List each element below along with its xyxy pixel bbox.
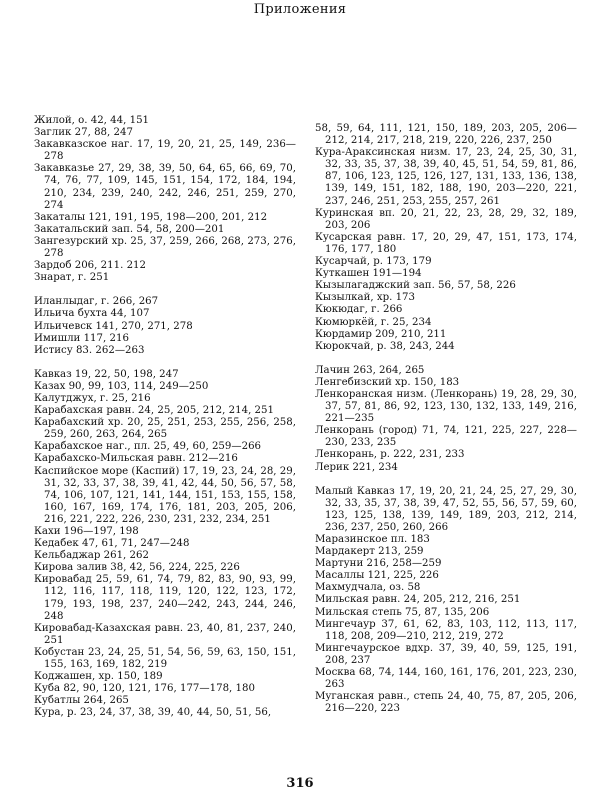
index-entry: Закавказье 27, 29, 38, 39, 50, 64, 65, 66, 69, 70, 74, 76, 77, 109, 145, 151, 154, 172, 184, 194, 210, 234, 239, 240, 242, 246, 251, 259, 270, 274 [34, 163, 296, 211]
index-entry: Ленкорань (город) 71, 74, 121, 225, 227, 228—230, 233, 235 [315, 425, 577, 449]
index-entry: Ленкоранская низм. (Ленкорань) 19, 28, 29, 30, 37, 57, 81, 86, 92, 123, 130, 132, 133, 149, 216, 221—235 [315, 388, 577, 425]
index-entry: Мингечаурское вдхр. 37, 39, 40, 59, 125, 191, 208, 237 [315, 642, 577, 666]
index-entry: Заглик 27, 88, 247 [34, 127, 133, 139]
index-entry: Муганская равн., степь 24, 40, 75, 87, 205, 206, 216—220, 223 [315, 691, 577, 715]
index-entry: Кавказ 19, 22, 50, 198, 247 [34, 368, 179, 380]
index-entry: Мильская степь 75, 87, 135, 206 [315, 606, 490, 618]
index-column-right [315, 123, 577, 715]
index-entry: Кюрдамир 209, 210, 211 [315, 328, 447, 340]
index-entry: Мартуни 216, 258—259 [315, 558, 442, 570]
index-entry: Карабахский хр. 20, 25, 251, 253, 255, 256, 258, 259, 260, 263, 264, 265 [34, 417, 296, 441]
index-entry: Карабахско-Мильская равн. 212—216 [34, 453, 238, 465]
index-entry: Кировабад-Казахская равн. 23, 40, 81, 237, 240, 251 [34, 622, 296, 646]
index-column-left [34, 115, 296, 720]
index-entry: Зардоб 206, 211. 212 [34, 260, 147, 272]
index-entry: Кызылкай, хр. 173 [315, 292, 416, 304]
index-entry: Карабахское наг., пл. 25, 49, 60, 259—266 [34, 441, 262, 453]
index-entry: Куринская вп. 20, 21, 22, 23, 28, 29, 32, 189, 203, 206 [315, 207, 577, 231]
index-entry: Лерик 221, 234 [315, 461, 398, 473]
index-entry: Кельбаджар 261, 262 [34, 550, 149, 562]
index-entry: Ильича бухта 44, 107 [34, 308, 150, 320]
index-entry: Кусарская равн. 17, 20, 29, 47, 151, 173, 174, 176, 177, 180 [315, 231, 577, 255]
index-entry: Кобустан 23, 24, 25, 51, 54, 56, 59, 63, 150, 151, 155, 163, 169, 182, 219 [34, 646, 296, 671]
index-entry: Кызылагаджский зап. 56, 57, 58, 226 [315, 280, 516, 292]
index-entry: Жилой, о. 42, 44, 151 [34, 115, 150, 126]
index-entry: Куткашен 191—194 [315, 268, 422, 280]
index-entry: Знарат, г. 251 [34, 272, 110, 284]
letter-group-gap [315, 353, 577, 365]
index-entry: Маразинское пл. 183 [315, 534, 430, 545]
page-number: 316 [286, 776, 314, 791]
index-entry: Кедабек 47, 61, 71, 247—248 [34, 538, 190, 550]
index-entry: Кура, р. 23, 24, 37, 38, 39, 40, 44, 50, 51, 56, [34, 707, 272, 719]
index-entry: Москва 68, 74, 144, 160, 161, 176, 201, 223, 230, 263 [315, 667, 577, 691]
index-entry: Закавказское наг. 17, 19, 20, 21, 25, 149, 236—278 [34, 139, 296, 163]
index-entry: Каспийское море (Каспий) 17, 19, 23, 24, 28, 29, 31, 32, 33, 37, 38, 39, 41, 42, 44, 50, 56, 57, 58, 74, 106, 107, 121, 141, 144, 151, 153, 155, 158, 160, 167, 169, 174, 176, 181, 203, 205, 206, 216, 221, 222, 226, 230, 231, 232, 234, 251 [34, 465, 296, 525]
running-header: Приложения [253, 2, 347, 17]
index-entry: Ильичевск 141, 270, 271, 278 [34, 320, 193, 332]
index-entry: Кирова залив 38, 42, 56, 224, 225, 226 [34, 562, 240, 574]
index-entry: Махмудчала, оз. 58 [315, 582, 421, 594]
index-entry: Ленгебизский хр. 150, 183 [315, 376, 460, 388]
index-entry: Кюмюркёй, г. 25, 234 [315, 316, 432, 328]
index-entry: Закатальский зап. 54, 58, 200—201 [34, 223, 225, 235]
index-entry: Имишли 117, 216 [34, 332, 129, 344]
index-entry: Зангезурский хр. 25, 37, 259, 266, 268, 273, 276, 278 [34, 235, 296, 260]
letter-group-gap [34, 284, 296, 296]
index-entry: Кубатлы 264, 265 [34, 695, 129, 707]
index-entry: Казах 90, 99, 103, 114, 249—250 [34, 380, 209, 392]
index-entry: Мильская равн. 24, 205, 212, 216, 251 [315, 594, 521, 606]
index-entry: Карабахская равн. 24, 25, 205, 212, 214, 251 [34, 405, 275, 417]
letter-group-gap [315, 474, 577, 486]
index-entry: Иланлыдаг, г. 266, 267 [34, 296, 159, 308]
index-entry: Кировабад 25, 59, 61, 74, 79, 82, 83, 90, 93, 99, 112, 116, 117, 118, 119, 120, 122, 123, 172, 179, 193, 198, 237, 240—242, 243, 244, 246, 248 [34, 574, 296, 622]
index-entry: Калутджух, г. 25, 216 [34, 392, 151, 404]
index-entry: Кахи 196—197, 198 [34, 526, 139, 537]
index-entry: Малый Кавказ 17, 19, 20, 21, 24, 25, 27, 29, 30, 32, 33, 35, 37, 38, 39, 47, 52, 55, 56, 57, 59, 60, 123, 125, 138, 139, 149, 189, 203, 212, 214, 236, 237, 250, 260, 266 [315, 485, 577, 533]
index-entry: Кюкюдаг, г. 266 [315, 304, 403, 316]
index-entry: Куба 82, 90, 120, 121, 176, 177—178, 180 [34, 683, 255, 695]
index-entry: Истису 83. 262—263 [34, 344, 145, 356]
letter-group-gap [34, 357, 296, 369]
index-entry: Мингечаур 37, 61, 62, 83, 103, 112, 113, 117, 118, 208, 209—210, 212, 219, 272 [315, 618, 577, 642]
index-entry: Кюрокчай, р. 38, 243, 244 [315, 340, 455, 352]
index-entry: Коджашен, хр. 150, 189 [34, 671, 163, 683]
index-entry: Кусарчай, р. 173, 179 [315, 256, 432, 268]
index-entry: Масаллы 121, 225, 226 [315, 570, 439, 582]
index-entry: Кура-Араксинская низм. 17, 23, 24, 25, 30, 31, 32, 33, 35, 37, 38, 39, 40, 45, 51, 54, 59, 81, 86, 87, 106, 123, 125, 126, 127, 131, 133, 136, 138, 139, 149, 151, 182, 188, 190, 203—220, 221, 237, 246, 251, 253, 255, 257, 261 [315, 147, 577, 207]
index-entry: Мардакерт 213, 259 [315, 546, 424, 558]
index-entry: Закаталы 121, 191, 195, 198—200, 201, 212 [34, 211, 268, 223]
index-entry: 58, 59, 64, 111, 121, 150, 189, 203, 205, 206—212, 214, 217, 218, 219, 220, 226, 237, 250 [315, 123, 577, 147]
index-entry: Лачин 263, 264, 265 [315, 364, 425, 376]
index-entry: Ленкорань, р. 222, 231, 233 [315, 449, 465, 461]
